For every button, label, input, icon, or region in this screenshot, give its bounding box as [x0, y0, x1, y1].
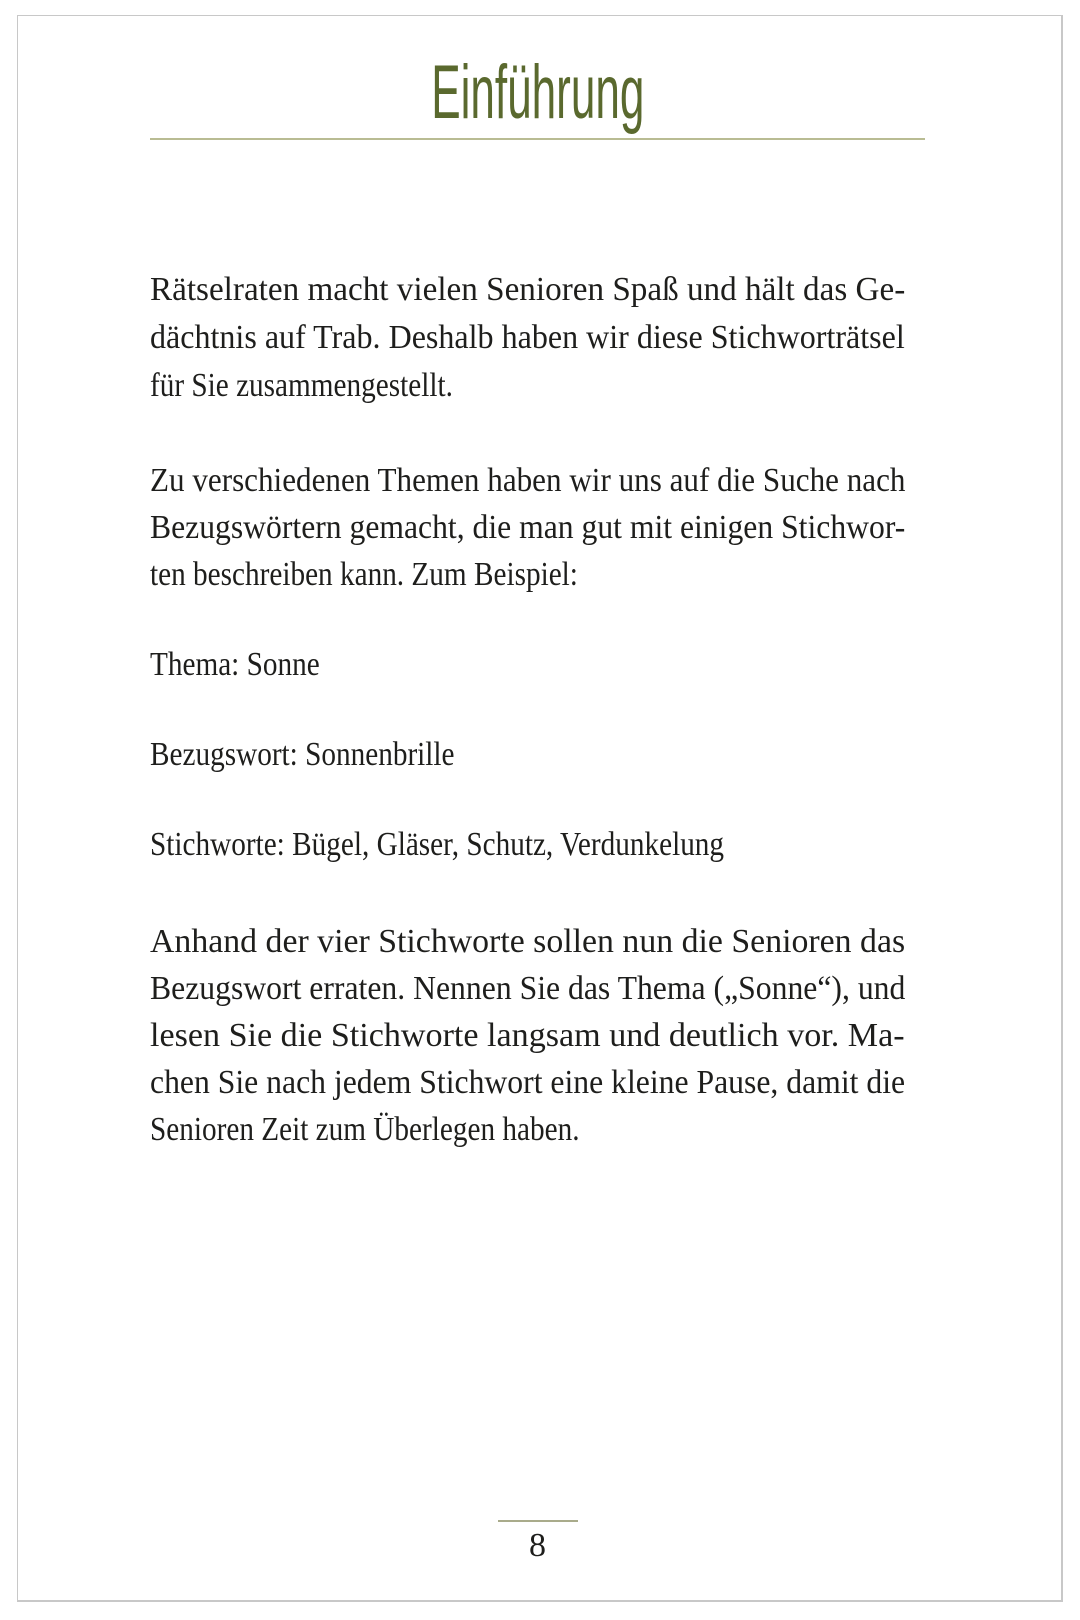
text-line-content: chen Sie nach jedem Stichwort eine kleine Pause, damit die: [150, 1064, 906, 1101]
page-number-row: [150, 1522, 925, 1569]
text-line: [150, 821, 905, 868]
paragraph-instructions: [150, 918, 905, 1153]
page-title: Einführung: [430, 50, 645, 135]
text-line-content: Rätselraten macht vielen Senioren Spaß und hält das Ge-: [150, 271, 906, 308]
example-bezugswort: [150, 731, 905, 778]
text-line: [150, 1059, 905, 1106]
text-line-content: Anhand der vier Stichworte sollen nun die Senioren das: [150, 923, 906, 960]
text-line: [150, 266, 905, 314]
title-row: [150, 50, 925, 136]
text-line: [150, 918, 905, 965]
text-line-content: für Sie zusammengestellt.: [150, 367, 453, 404]
page-content: [150, 0, 925, 1569]
text-line: [150, 641, 905, 688]
text-line: [150, 457, 905, 504]
text-line-content: ten beschreiben kann. Zum Beispiel:: [150, 556, 578, 593]
text-line-content: Zu verschiedenen Themen haben wir uns auf die Suche nach: [150, 462, 906, 499]
text-line-content: Bezugswort erraten. Nennen Sie das Thema („Sonne“), und: [150, 970, 906, 1007]
text-line: [150, 965, 905, 1012]
text-line-content: Stichworte: Bügel, Gläser, Schutz, Verdunkelung: [150, 826, 725, 863]
title-underline: [150, 138, 925, 140]
text-line: [150, 731, 905, 778]
page-number: 8: [529, 1527, 546, 1564]
text-line-content: Bezugswörtern gemacht, die man gut mit einigen Stichwor-: [150, 509, 906, 546]
example-stichworte: [150, 821, 905, 868]
text-line: [150, 551, 905, 598]
paragraph-explanation: [150, 457, 905, 598]
text-line-content: Thema: Sonne: [150, 646, 320, 683]
text-line-content: Bezugswort: Sonnenbrille: [150, 736, 455, 773]
text-line-content: lesen Sie die Stichworte langsam und deutlich vor. Ma-: [150, 1017, 905, 1054]
text-line: [150, 1106, 905, 1153]
text-line: [150, 362, 905, 410]
paragraph-intro: [150, 266, 905, 410]
text-line: [150, 504, 905, 551]
text-line: [150, 314, 905, 362]
text-line-content: Senioren Zeit zum Überlegen haben.: [150, 1111, 580, 1148]
text-line-content: dächtnis auf Trab. Deshalb haben wir diese Stichworträtsel: [150, 319, 905, 356]
page-footer: [150, 1520, 925, 1569]
text-line: [150, 1012, 905, 1059]
example-thema: [150, 641, 905, 688]
